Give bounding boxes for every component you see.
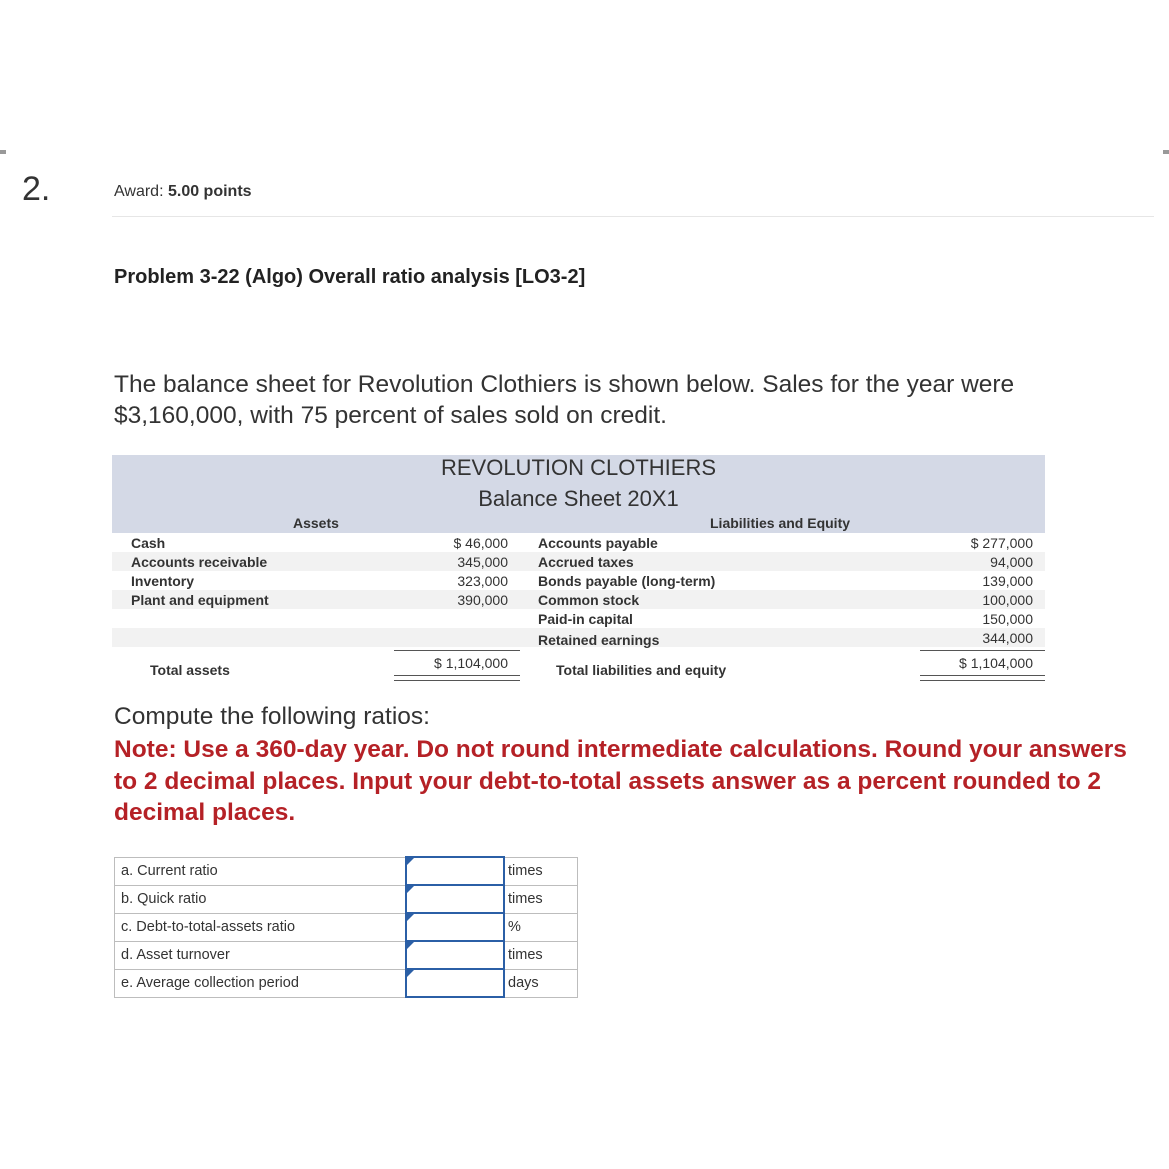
assets-header: Assets xyxy=(293,515,339,531)
answer-label: c. Debt-to-total-assets ratio xyxy=(115,913,407,941)
answer-cell xyxy=(406,885,504,913)
award-prefix: Award: xyxy=(114,183,164,200)
left-edge-mark xyxy=(0,150,6,154)
asset-label: Cash xyxy=(131,535,166,551)
answer-unit: % xyxy=(504,913,578,941)
company-name: REVOLUTION CLOTHIERS xyxy=(440,455,717,480)
answer-label: d. Asset turnover xyxy=(115,941,407,969)
answer-row xyxy=(115,857,578,885)
liability-label: Accrued taxes xyxy=(538,554,634,570)
answer-label: b. Quick ratio xyxy=(115,885,407,913)
input-marker-icon xyxy=(407,970,414,977)
answer-label: e. Average collection period xyxy=(115,969,407,997)
answer-label: a. Current ratio xyxy=(115,857,407,885)
answer-unit: times xyxy=(504,885,578,913)
answer-unit: days xyxy=(504,969,578,997)
answer-cell xyxy=(406,857,504,885)
total-double-rule xyxy=(394,675,520,681)
input-marker-icon xyxy=(407,886,414,893)
liability-value: 150,000 xyxy=(982,611,1033,627)
answer-unit: times xyxy=(504,857,578,885)
answer-table xyxy=(114,856,578,998)
avg-collection-period-input[interactable] xyxy=(407,971,503,995)
compute-instruction: Compute the following ratios: xyxy=(114,703,430,730)
header-divider xyxy=(112,216,1154,217)
total-liabilities-value: $ 1,104,000 xyxy=(959,655,1033,671)
asset-label: Inventory xyxy=(131,573,195,589)
asset-value: 345,000 xyxy=(457,554,508,570)
input-marker-icon xyxy=(407,942,414,949)
asset-turnover-input[interactable] xyxy=(407,943,503,967)
input-marker-icon xyxy=(407,858,414,865)
asset-value: 323,000 xyxy=(457,573,508,589)
answer-row xyxy=(115,941,578,969)
liability-value: 139,000 xyxy=(982,573,1033,589)
answer-cell xyxy=(406,941,504,969)
liability-label: Accounts payable xyxy=(538,535,658,551)
liability-value: $ 277,000 xyxy=(970,535,1033,551)
asset-label: Accounts receivable xyxy=(131,554,268,570)
award-points: 5.00 points xyxy=(167,183,252,200)
right-edge-mark xyxy=(1163,150,1169,154)
debt-to-total-assets-input[interactable] xyxy=(407,915,503,939)
total-double-rule xyxy=(920,675,1045,681)
total-liabilities-label: Total liabilities and equity xyxy=(556,662,727,678)
liability-value: 344,000 xyxy=(982,630,1033,646)
answer-row xyxy=(115,969,578,997)
problem-title: Problem 3-22 (Algo) Overall ratio analysis [LO3-2] xyxy=(114,266,586,288)
liability-label: Bonds payable (long-term) xyxy=(538,573,716,589)
total-assets-value: $ 1,104,000 xyxy=(434,655,508,671)
answer-row xyxy=(115,885,578,913)
answer-cell xyxy=(406,969,504,997)
asset-label: Plant and equipment xyxy=(131,592,269,608)
liability-value: 100,000 xyxy=(982,592,1033,608)
balance-sheet-header xyxy=(112,455,1045,533)
current-ratio-input[interactable] xyxy=(407,859,503,883)
rounding-note: Note: Use a 360-day year. Do not round intermediate calculations. Round your answers to 2 decimal places. Input your debt-to-total assets answer as a percent rounded to 2 decimal places. xyxy=(114,736,1127,826)
liability-label: Retained earnings xyxy=(538,632,660,648)
award-line xyxy=(114,183,252,201)
answer-row xyxy=(115,913,578,941)
answer-unit: times xyxy=(504,941,578,969)
total-assets-label: Total assets xyxy=(150,662,230,678)
liability-label: Common stock xyxy=(538,592,640,608)
balance-sheet-subtitle: Balance Sheet 20X1 xyxy=(478,486,679,511)
asset-value: 390,000 xyxy=(457,592,508,608)
asset-value: $ 46,000 xyxy=(453,535,508,551)
liability-label: Paid-in capital xyxy=(538,611,633,627)
quick-ratio-input[interactable] xyxy=(407,887,503,911)
input-marker-icon xyxy=(407,914,414,921)
liabilities-header: Liabilities and Equity xyxy=(710,515,851,531)
subtotal-rule xyxy=(394,650,520,651)
answer-cell xyxy=(406,913,504,941)
question-number: 2. xyxy=(22,170,51,208)
problem-intro: The balance sheet for Revolution Clothiers is shown below. Sales for the year were $3,160,000, with 75 percent of sales sold on credit. xyxy=(114,371,1015,429)
liability-value: 94,000 xyxy=(990,554,1033,570)
subtotal-rule xyxy=(920,650,1045,651)
